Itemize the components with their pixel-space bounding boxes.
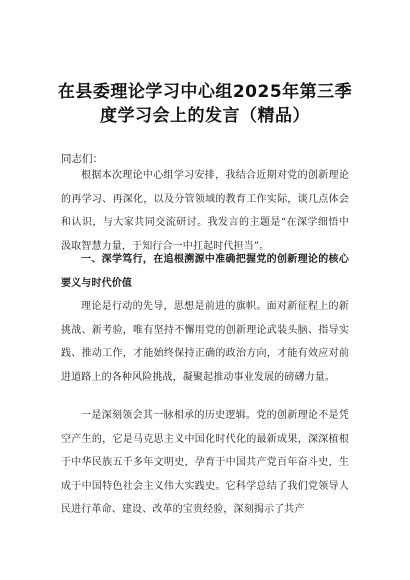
body-paragraph: 根据本次理论中心组学习安排，我结合近期对党的创新理论的再学习、再深化，以及分管领域的教育工作实际，谈几点体会和认识，与大家共同交流研讨。我发言的主题是“在深学细悟中汲取智慧力量，于知行合一中扛起时代担当”。 bbox=[61, 170, 349, 252]
body-paragraph: 理论是行动的先导，思想是前进的旗帜。面对新征程上的新挑战、新考验，唯有坚持不懈用党的创新理论武装头脑、指导实践、推动工作，才能始终保持正确的政治方向，才能有效应对前进道路上的各种风险挑战，凝聚起推动事业发展的磅礴力量。 bbox=[61, 301, 349, 383]
document-title: 在县委理论学习中心组2025年第三季度学习会上的发言（精品） bbox=[57, 82, 353, 126]
section-heading: 一、深学笃行，在追根溯源中准确把握党的创新理论的核心要义与时代价值 bbox=[61, 254, 349, 289]
body-paragraph: 一是深刻领会其一脉相承的历史逻辑。党的创新理论不是凭空产生的，它是马克思主义中国化时代化的最新成果，深深植根于中华民族五千多年文明史，孕育于中国共产党百年奋斗史，生成于中国特色社会主义伟大实践史。它科学总结了我们党领导人民进行革命、建设、改革的宝贵经验，深刻揭示了共产 bbox=[61, 410, 349, 515]
salutation: 同志们： bbox=[61, 153, 103, 165]
